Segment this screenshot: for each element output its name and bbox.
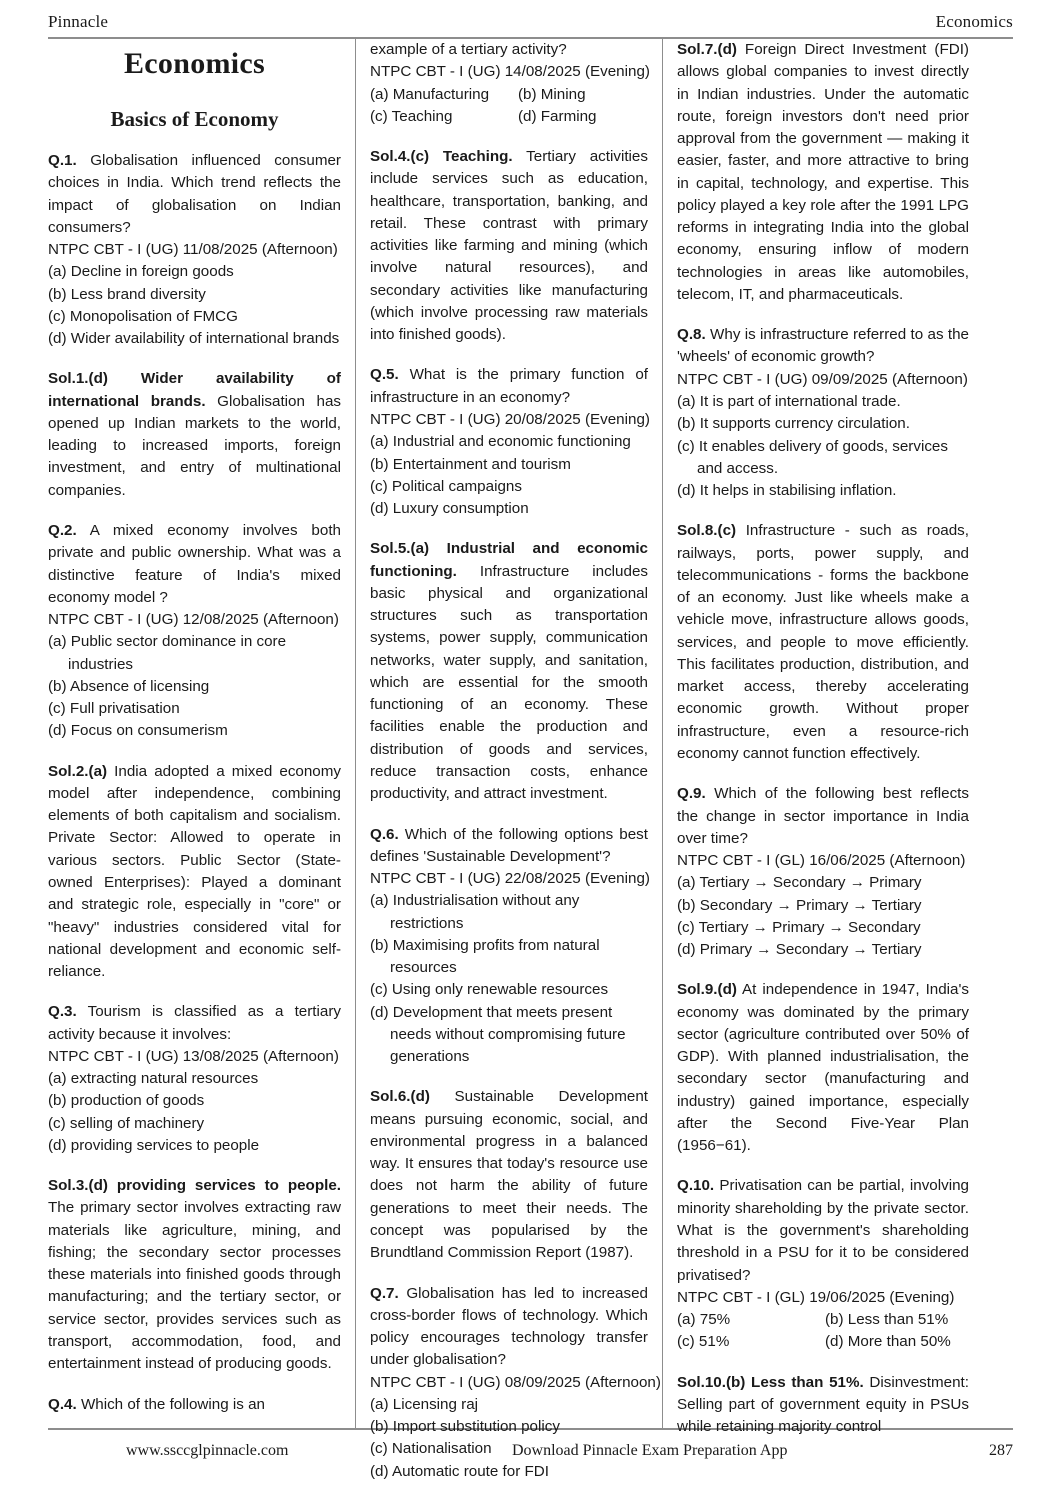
solution-block-10: [677, 1372, 969, 1439]
solution-block-5: [370, 538, 648, 805]
solution-5: [370, 538, 648, 805]
question-text-3: Tourism is classified as a tertiary activity because it involves:: [48, 1003, 341, 1043]
question-source-2: NTPC CBT - I (UG) 12/08/2025 (Afternoon): [48, 611, 339, 629]
question-label-10: Q.10.: [677, 1177, 715, 1195]
footer-website[interactable]: www.ssccglpinnacle.com: [125, 1442, 289, 1459]
option-6-c: (c) Using only renewable resources: [370, 981, 609, 999]
question-stem-8: [677, 324, 969, 369]
option-2-b: (b) Absence of licensing: [48, 677, 210, 695]
question-block-3: [48, 1001, 341, 1157]
option-2-d: (d) Focus on consumerism: [48, 722, 228, 740]
solution-text-7: Foreign Direct Investment (FDI) allows global companies to invest directly in Indian industries. Under the automatic route, foreign investors don't need prior approval from the government — making it easier, faster, and more attractive to bring in capital, technology, and expertise. This policy played a key role after the 1991 LPG reforms in integrating India into the global economy, ensuring inflow of modern technologies in areas like automobiles, telecom, IT, and pharmaceuticals.: [677, 41, 969, 303]
question-block-9: [677, 783, 969, 961]
solution-label-1: Sol.1.(d): [48, 370, 108, 388]
option-10-d: (d) More than 50%: [825, 1333, 951, 1351]
solution-text-8: Infrastructure - such as roads, railways, ports, power supply, and telecommunications - forms the backbone of an economy. Just like wheels make a vehicle move, infrastructure allows goods, services, and people to move efficiently. This facilitates production, distribution, and market access, thereby accelerating economic growth. Without proper infrastructure, even a resource-rich economy cannot function effectively.: [677, 522, 969, 762]
question-stem-5: [370, 364, 648, 409]
option-3-d: (d) providing services to people: [48, 1136, 260, 1154]
question-stem-9: [677, 783, 969, 850]
question-block-6: [370, 824, 648, 1069]
question-label-7: Q.7.: [370, 1284, 399, 1302]
question-source-8: NTPC CBT - I (UG) 09/09/2025 (Afternoon): [677, 370, 968, 388]
question-source-7: NTPC CBT - I (UG) 08/09/2025 (Afternoon): [370, 1373, 661, 1391]
option-9-d: (d) Primary → Secondary → Tertiary: [677, 941, 922, 959]
question-stem-1: [48, 150, 341, 239]
question-block-1: [48, 150, 341, 350]
solution-block-2: [48, 761, 341, 984]
option-10-a: (a) 75%: [677, 1311, 731, 1329]
solution-text-4: Tertiary activities include services such as education, healthcare, transportation, banking, and retail. These contrast with primary activities like farming and mining (which involve natural resources), and secondary activities like manufacturing (which involve processing raw materials into finished goods).: [370, 148, 648, 344]
option-7-a: (a) Licensing raj: [370, 1395, 479, 1413]
column-3: [662, 39, 969, 1436]
question-source-10: NTPC CBT - I (GL) 19/06/2025 (Evening): [677, 1288, 955, 1306]
option-8-a: (a) It is part of international trade.: [677, 392, 901, 410]
question-block-5: [370, 364, 648, 520]
solution-label-2: Sol.2.(a): [48, 762, 108, 780]
solution-3: [48, 1175, 341, 1375]
option-6-d: (d) Development that meets present needs without compromising future generations: [370, 1003, 626, 1066]
solution-2: [48, 761, 341, 984]
solution-label-8: Sol.8.(c): [677, 522, 737, 540]
solution-answer-3: providing services to people.: [116, 1177, 341, 1195]
solution-label-10: Sol.10.(b) Less than 51%.: [677, 1373, 864, 1391]
solution-text-1: Globalisation has opened up Indian markets to the world, leading to increased imports, foreign investment, and entry of multinational companies.: [48, 392, 341, 499]
question-stem-10: [677, 1175, 969, 1286]
solution-block-8: [677, 520, 969, 765]
solution-9: [677, 979, 969, 1157]
question-label-2: Q.2.: [48, 521, 77, 539]
question-source-4: NTPC CBT - I (UG) 14/08/2025 (Evening): [370, 63, 650, 81]
question-source-9: NTPC CBT - I (GL) 16/06/2025 (Afternoon): [677, 852, 966, 870]
option-9-a: (a) Tertiary → Secondary → Primary: [677, 874, 922, 892]
option-8-b: (b) It supports currency circulation.: [677, 415, 910, 433]
option-2-a: (a) Public sector dominance in core industries: [48, 633, 287, 673]
section-title: Basics of Economy: [110, 107, 279, 131]
question-stem-2: [48, 520, 341, 609]
solution-answer-4: Teaching.: [442, 148, 513, 166]
solution-text-5: Infrastructure includes basic physical and organizational structures such as transportation systems, power supply, communication networks, water supply, and sanitation, which are essential for the smooth functioning of an economy. These facilities enable the production and distribution of goods and services, reduce transaction costs, enhance productivity, and attract investment.: [370, 562, 648, 803]
option-2-c: (c) Full privatisation: [48, 700, 180, 718]
solution-answer-1: Wider availability of international brands.: [48, 370, 341, 410]
question-text-8: Why is infrastructure referred to as the 'wheels' of economic growth?: [677, 326, 969, 366]
question-label-4: Q.4.: [48, 1395, 77, 1413]
question-block-10: [677, 1175, 969, 1353]
question-source-1: NTPC CBT - I (UG) 11/08/2025 (Afternoon): [48, 241, 338, 259]
footer-app-promo: Download Pinnacle Exam Preparation App: [511, 1442, 788, 1459]
solution-label-6: Sol.6.(d): [370, 1088, 430, 1106]
solution-block-7: [677, 39, 969, 306]
question-text-9: Which of the following best reflects the change in sector importance in India over time?: [677, 785, 969, 847]
question-label-1: Q.1.: [48, 152, 77, 169]
running-head-left: Pinnacle: [48, 12, 109, 31]
option-7-b: (b) Import substitution policy: [370, 1418, 560, 1436]
solution-block-1: [48, 368, 341, 502]
question-stem-6: [370, 824, 648, 869]
footer-page-number: 287: [989, 1442, 1013, 1459]
question-text-4-start: Which of the following is an: [80, 1395, 265, 1413]
solution-text-3: The primary sector involves extracting raw materials like agriculture, mining, and fishing; the secondary sector processes these materials into finished goods through manufacturing; and the tertiary sector, or service sector, provides services such as transport, accommodation, food, and entertainment instead of producing goods.: [48, 1199, 341, 1373]
question-text-1: Globalisation influenced consumer choices in India. Which trend reflects the impact of globalisation on Indian consumers?: [48, 152, 341, 236]
running-head: [48, 0, 1013, 32]
option-row-10-2: [677, 1331, 969, 1353]
solution-4: [370, 146, 648, 346]
option-7-d: (d) Automatic route for FDI: [370, 1462, 549, 1480]
solution-10: [677, 1372, 969, 1439]
question-label-9: Q.9.: [677, 785, 706, 803]
option-4-c: (c) Teaching: [370, 107, 453, 125]
question-block-2: [48, 520, 341, 743]
question-stem-7: [370, 1283, 648, 1372]
question-label-3: Q.3.: [48, 1003, 77, 1021]
option-3-a: (a) extracting natural resources: [48, 1070, 259, 1088]
solution-block-3: [48, 1175, 341, 1375]
question-label-8: Q.8.: [677, 326, 706, 344]
question-block-8: [677, 324, 969, 502]
column-1: [48, 39, 355, 1428]
question-block-4-start: [48, 1394, 341, 1416]
question-label-5: Q.5.: [370, 366, 399, 384]
option-5-a: (a) Industrial and economic functioning: [370, 433, 631, 451]
solution-8: [677, 520, 969, 765]
option-1-d: (d) Wider availability of international brands: [48, 330, 340, 348]
option-1-c: (c) Monopolisation of FMCG: [48, 307, 238, 325]
question-text-6: Which of the following options best defines 'Sustainable Development'?: [370, 825, 648, 865]
solution-6: [370, 1086, 648, 1264]
option-1-a: (a) Decline in foreign goods: [48, 263, 234, 281]
question-block-4-cont: [370, 39, 648, 128]
solution-answer-5: Industrial and economic functioning.: [370, 540, 648, 580]
solution-block-4: [370, 146, 648, 346]
option-6-a: (a) Industrialisation without any restrictions: [370, 892, 580, 932]
option-4-a: (a) Manufacturing: [370, 85, 490, 103]
option-10-b: (b) Less than 51%: [825, 1311, 949, 1329]
option-4-d: (d) Farming: [518, 107, 597, 125]
question-text-4-cont: example of a tertiary activity?: [370, 41, 567, 58]
solution-text-6: Sustainable Development means pursuing economic, social, and environmental progress in a balanced way. It ensures that today's resource use does not harm the ability of future generations to meet their needs. The concept was popularised by the Brundtland Commission Report (1987).: [370, 1088, 648, 1262]
option-row-4-1: [370, 84, 648, 106]
option-1-b: (b) Less brand diversity: [48, 285, 206, 303]
question-source-3: NTPC CBT - I (UG) 13/08/2025 (Afternoon): [48, 1047, 339, 1065]
question-source-5: NTPC CBT - I (UG) 20/08/2025 (Evening): [370, 410, 650, 428]
solution-label-5: Sol.5.(a): [370, 540, 430, 558]
question-stem-4-start: [48, 1394, 341, 1416]
solution-text-10: Disinvestment: Selling part of government equity in PSUs while retaining majority control: [677, 1373, 969, 1436]
option-3-b: (b) production of goods: [48, 1092, 205, 1110]
option-7-c: (c) Nationalisation: [370, 1440, 492, 1458]
solution-block-6: [370, 1086, 648, 1264]
option-row-10-1: [677, 1309, 969, 1331]
option-4-b: (b) Mining: [518, 85, 586, 103]
option-8-c: (c) It enables delivery of goods, services and access.: [677, 437, 948, 477]
solution-label-3: Sol.3.(d): [48, 1177, 108, 1195]
subject-title: Economics: [123, 47, 266, 80]
option-6-b: (b) Maximising profits from natural resources: [370, 936, 600, 977]
option-5-b: (b) Entertainment and tourism: [370, 455, 571, 473]
question-text-5: What is the primary function of infrastructure in an economy?: [370, 366, 648, 406]
question-stem-3: [48, 1001, 341, 1046]
solution-7: [677, 39, 969, 306]
solution-1: [48, 368, 341, 502]
solution-label-4: Sol.4.(c): [370, 148, 430, 166]
question-label-6: Q.6.: [370, 825, 399, 843]
question-source-6: NTPC CBT - I (UG) 22/08/2025 (Evening): [370, 870, 650, 888]
option-10-c: (c) 51%: [677, 1333, 730, 1351]
option-3-c: (c) selling of machinery: [48, 1114, 205, 1132]
question-text-7: Globalisation has led to increased cross-border flows of technology. Which policy encourages technology transfer under globalisation?: [370, 1284, 648, 1369]
option-9-c: (c) Tertiary → Primary → Secondary: [677, 918, 921, 936]
running-head-right: Economics: [935, 12, 1013, 31]
solution-label-9: Sol.9.(d): [677, 981, 737, 999]
question-text-2: A mixed economy involves both private and public ownership. What was a distinctive feature of India's mixed economy model ?: [48, 521, 341, 606]
question-text-10: Privatisation can be partial, involving minority shareholding by the private sector. What is the government's shareholding threshold in a PSU for it to be considered privatised?: [677, 1177, 969, 1284]
solution-label-7: Sol.7.(d): [677, 41, 737, 58]
solution-text-9: At independence in 1947, India's economy was dominated by the primary sector (agriculture contributed over 50% of GDP). With planned industrialisation, the secondary sector (manufacturing and industry) gained importance, especially after the Second Five-Year Plan (1956−61).: [677, 981, 969, 1155]
solution-block-9: [677, 979, 969, 1157]
option-5-c: (c) Political campaigns: [370, 477, 522, 495]
solution-text-2: India adopted a mixed economy model after independence, combining elements of both capitalism and socialism. Private Sector: Allowed to operate in various sectors. Public Sector (State-owned Enterprises): Played a dominant and strategic role, especially in "core" or "heavy" industries considered vital for national development and economic self-reliance.: [48, 762, 341, 981]
option-9-b: (b) Secondary → Primary → Tertiary: [677, 896, 922, 914]
option-8-d: (d) It helps in stabilising inflation.: [677, 482, 897, 500]
option-5-d: (d) Luxury consumption: [370, 500, 529, 518]
option-row-4-2: [370, 106, 648, 128]
